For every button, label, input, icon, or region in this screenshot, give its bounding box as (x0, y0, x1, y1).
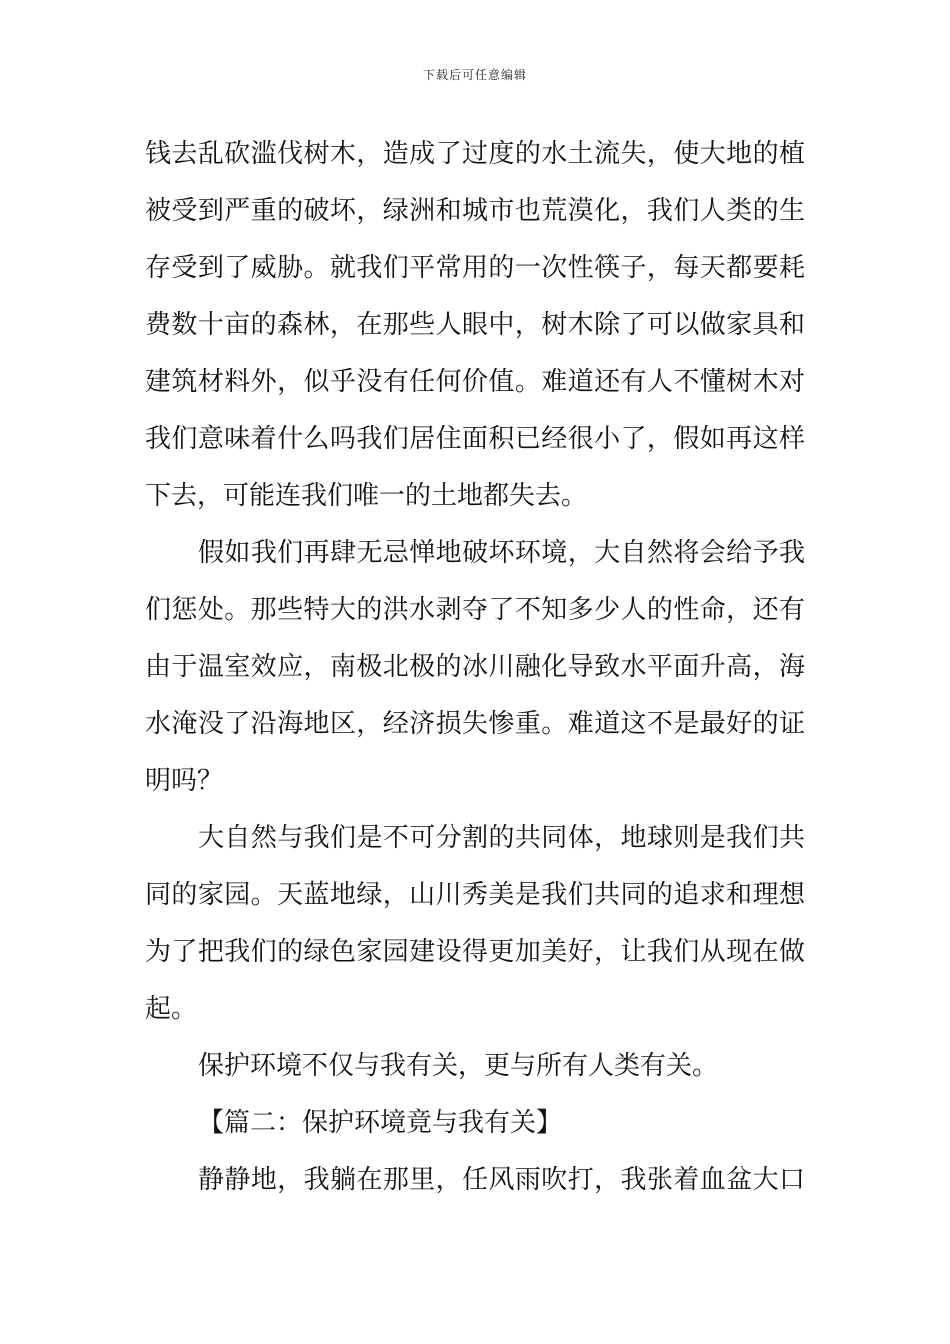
text-line: 费数十亩的森林，在那些人眼中，树木除了可以做家具和 (145, 310, 805, 340)
section-title: 【篇二：保护环境竟与我有关】 (198, 1108, 563, 1138)
document-body (145, 126, 805, 1209)
text-line: 下去，可能连我们唯一的土地都失去。 (145, 481, 588, 511)
text-line: 我们意味着什么吗我们居住面积已经很小了，假如再这样 (145, 424, 805, 454)
section-heading (145, 1095, 805, 1152)
paragraph-4 (145, 1038, 805, 1095)
text-line: 同的家园。天蓝地绿，山川秀美是我们共同的追求和理想 (145, 880, 805, 910)
text-line: 明吗？ (145, 766, 224, 796)
text-line: 大自然与我们是不可分割的共同体，地球则是我们共 (198, 823, 805, 853)
text-line: 建筑材料外，似乎没有任何价值。难道还有人不懂树木对 (145, 367, 805, 397)
paragraph-2 (145, 525, 805, 810)
paragraph-3 (145, 810, 805, 1038)
text-line: 们惩处。那些特大的洪水剥夺了不知多少人的性命，还有 (145, 595, 805, 625)
text-line: 存受到了威胁。就我们平常用的一次性筷子，每天都要耗 (145, 253, 805, 283)
text-line: 钱去乱砍滥伐树木，造成了过度的水土流失，使大地的植 (145, 139, 805, 169)
text-line: 起。 (145, 994, 198, 1024)
text-line: 水淹没了沿海地区，经济损失惨重。难道这不是最好的证 (145, 709, 805, 739)
text-line: 被受到严重的破坏，绿洲和城市也荒漠化，我们人类的生 (145, 196, 805, 226)
text-line: 静静地，我躺在那里，任风雨吹打，我张着血盆大口 (198, 1165, 805, 1195)
page-header: 下载后可任意编辑 (422, 68, 527, 82)
text-line: 由于温室效应，南极北极的冰川融化导致水平面升高，海 (145, 652, 805, 682)
paragraph-1 (145, 126, 805, 525)
paragraph-5 (145, 1152, 805, 1209)
text-line: 保护环境不仅与我有关，更与所有人类有关。 (198, 1051, 719, 1081)
text-line: 为了把我们的绿色家园建设得更加美好，让我们从现在做 (145, 937, 805, 967)
text-line: 假如我们再肆无忌惮地破坏环境，大自然将会给予我 (198, 538, 805, 568)
